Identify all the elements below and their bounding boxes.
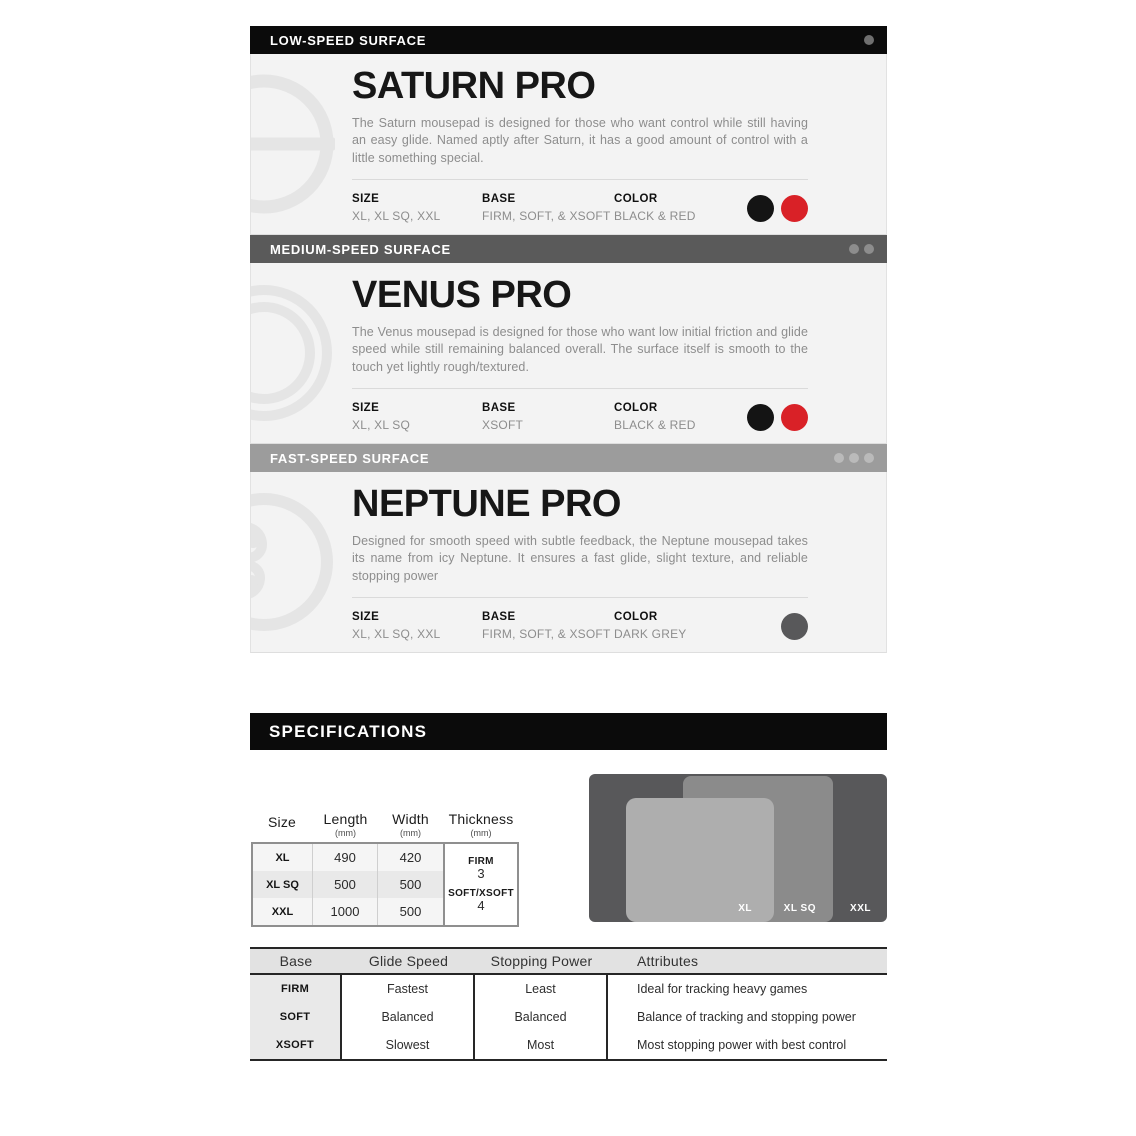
pad-label-xlsq: XL SQ [783, 903, 816, 914]
stopping-power-cell: Balanced [475, 1003, 608, 1031]
base-cell: XSOFT [250, 1031, 342, 1059]
divider [352, 179, 808, 180]
meta-base [482, 193, 614, 223]
meta-size [352, 402, 482, 432]
product-content [352, 54, 808, 223]
base-cell: FIRM [250, 975, 342, 1003]
product-card-venus [250, 263, 887, 444]
section-banner-fast-speed [250, 444, 887, 472]
thickness-soft-label: SOFT/XSOFT [448, 887, 514, 899]
speed-dot-icon [849, 244, 859, 254]
length-cell: 490 [313, 844, 378, 871]
saturn-icon [250, 63, 359, 226]
product-title: NEPTUNE PRO [352, 483, 621, 525]
table-row [250, 975, 887, 1003]
size-rows [253, 844, 443, 925]
pad-label-xl: XL [738, 903, 752, 914]
meta-color [614, 193, 747, 223]
size-label: SIZE [352, 402, 380, 415]
base-table [250, 947, 887, 1061]
base-label: BASE [482, 193, 516, 206]
venus-icon [250, 272, 359, 435]
color-swatches [781, 613, 808, 640]
base-label: BASE [482, 402, 516, 415]
product-content [352, 263, 808, 432]
width-column-header [378, 804, 443, 840]
speed-dot-icon [864, 35, 874, 45]
size-cell: XXL [253, 898, 313, 925]
size-value: XL, XL SQ, XXL [352, 627, 441, 642]
base-value: FIRM, SOFT, & XSOFT [482, 627, 611, 642]
length-cell: 500 [313, 871, 378, 898]
stopping-power-cell: Most [475, 1031, 608, 1059]
speed-dots [864, 35, 874, 45]
product-content [352, 472, 808, 641]
swatch-red [781, 404, 808, 431]
thickness-cell [443, 844, 517, 925]
divider [352, 597, 808, 598]
section-banner-medium-speed [250, 235, 887, 263]
meta-base [482, 402, 614, 432]
table-row [253, 898, 443, 925]
attributes-cell: Most stopping power with best control [637, 1038, 847, 1052]
pad-label-xxl: XXL [850, 903, 871, 914]
width-cell: 500 [399, 904, 422, 919]
product-meta [352, 193, 808, 223]
attributes-column-header: Attributes [637, 953, 699, 969]
table-row [253, 844, 443, 871]
speed-dot-icon [849, 453, 859, 463]
thickness-firm-label: FIRM [468, 856, 494, 868]
section-banner-low-speed [250, 26, 887, 54]
meta-size [352, 193, 482, 223]
color-swatches [747, 195, 808, 222]
color-label: COLOR [614, 611, 658, 624]
thickness-soft-value: 4 [477, 897, 485, 913]
neptune-icon [250, 481, 359, 644]
divider [352, 388, 808, 389]
specifications-banner [250, 713, 887, 750]
meta-color [614, 402, 747, 432]
table-row [250, 1003, 887, 1031]
base-table-body [250, 975, 887, 1061]
stopping-power-column-header: Stopping Power [490, 953, 593, 969]
swatch-red [781, 195, 808, 222]
header-label: Width [392, 811, 429, 827]
size-column-header [251, 804, 313, 840]
product-description: The Saturn mousepad is designed for those who want control while still having an easy glide. Named aptly after Saturn, it has a good amount of control with a little something special. [352, 115, 808, 165]
product-title: VENUS PRO [352, 274, 572, 316]
swatch-dark-grey [781, 613, 808, 640]
speed-dots [849, 244, 874, 254]
width-cell: 500 [399, 877, 422, 892]
base-column-header: Base [279, 953, 313, 969]
size-table [251, 804, 519, 927]
color-label: COLOR [614, 193, 658, 206]
section-banner-label: LOW-SPEED SURFACE [270, 32, 427, 48]
meta-size [352, 611, 482, 641]
size-value: XL, XL SQ, XXL [352, 209, 441, 224]
size-label: SIZE [352, 611, 380, 624]
attributes-cell: Balance of tracking and stopping power [637, 1010, 856, 1024]
base-value: XSOFT [482, 418, 524, 433]
section-banner-label: FAST-SPEED SURFACE [270, 450, 430, 466]
header-unit: (mm) [335, 828, 356, 838]
product-title: SATURN PRO [352, 65, 596, 107]
meta-color [614, 611, 781, 641]
glide-speed-cell: Balanced [342, 1003, 475, 1031]
header-unit: (mm) [400, 828, 421, 838]
speed-dot-icon [864, 453, 874, 463]
header-unit: (mm) [470, 828, 492, 838]
table-row [253, 871, 443, 898]
products-panel [250, 26, 887, 653]
width-cell: 420 [399, 850, 422, 865]
table-row [250, 1031, 887, 1059]
base-label: BASE [482, 611, 516, 624]
product-meta [352, 402, 808, 432]
header-label: Length [323, 811, 368, 827]
speed-dot-icon [834, 453, 844, 463]
swatch-black [747, 195, 774, 222]
size-table-header [251, 804, 519, 840]
size-comparison-diagram [589, 774, 887, 922]
size-label: SIZE [352, 193, 380, 206]
length-cell: 1000 [313, 898, 378, 925]
base-value: FIRM, SOFT, & XSOFT [482, 209, 611, 224]
glide-speed-cell: Slowest [342, 1031, 475, 1059]
base-cell: SOFT [250, 1003, 342, 1031]
base-table-header [250, 947, 887, 975]
meta-base [482, 611, 614, 641]
size-table-body [251, 842, 519, 927]
header-label: Size [267, 814, 297, 830]
header-label: Thickness [448, 811, 514, 827]
stopping-power-cell: Least [475, 975, 608, 1003]
speed-dots [834, 453, 874, 463]
glide-speed-column-header: Glide Speed [368, 953, 449, 969]
color-swatches [747, 404, 808, 431]
color-value: BLACK & RED [614, 418, 696, 433]
color-value: DARK GREY [614, 627, 687, 642]
attributes-cell: Ideal for tracking heavy games [637, 982, 808, 996]
speed-dot-icon [864, 244, 874, 254]
color-label: COLOR [614, 402, 658, 415]
size-value: XL, XL SQ [352, 418, 411, 433]
product-card-saturn [250, 54, 887, 235]
glide-speed-cell: Fastest [342, 975, 475, 1003]
product-card-neptune [250, 472, 887, 653]
size-cell: XL [253, 844, 313, 871]
product-meta [352, 611, 808, 641]
color-value: BLACK & RED [614, 209, 696, 224]
specifications-title: SPECIFICATIONS [269, 721, 428, 741]
product-description: Designed for smooth speed with subtle feedback, the Neptune mousepad takes its name from icy Neptune. It ensures a fast glide, slight texture, and reliable stopping power [352, 533, 808, 583]
size-cell: XL SQ [253, 871, 313, 898]
swatch-black [747, 404, 774, 431]
product-description: The Venus mousepad is designed for those who want low initial friction and glide speed while still remaining balanced overall. The surface itself is smooth to the touch yet lightly rough/textured. [352, 324, 808, 374]
section-banner-label: MEDIUM-SPEED SURFACE [270, 241, 451, 257]
length-column-header [313, 804, 378, 840]
thickness-firm-value: 3 [477, 866, 485, 882]
thickness-column-header [443, 804, 519, 840]
